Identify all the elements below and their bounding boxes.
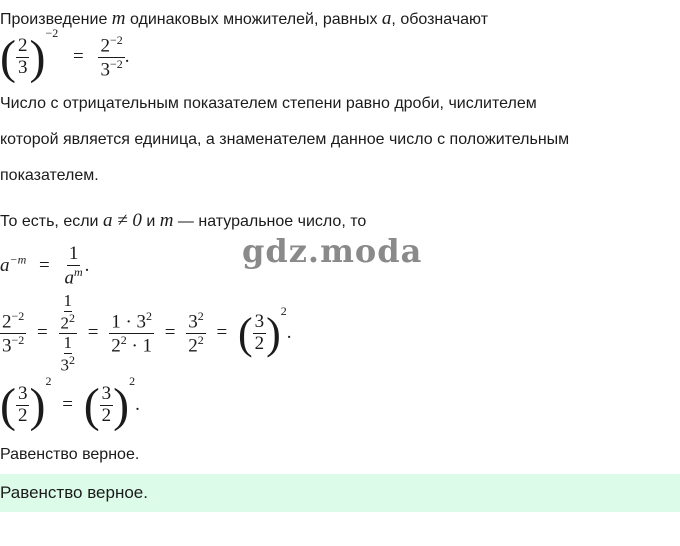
eq2-den: a [64,267,74,289]
equation-1: ( $\frac{2}{3}$ )$^{-2}$ = $\frac{2^{-2}}{3^{-2}}$ . [0,25,130,84]
eq1-lhs-num: 2 [17,35,28,57]
answer-box [0,474,680,512]
conclusion-text: Равенство верное. [0,446,140,463]
eq3-d-num-exp: 2 [197,308,204,323]
eq1-rhs-den: 3 [100,59,110,81]
intro-line [0,8,488,30]
var-a: a [381,8,392,29]
eq3-d-den-exp: 2 [197,333,204,348]
eq3-e-den: 2 [254,333,265,355]
eq3-b-bot-den: 3 [60,355,69,375]
eq1-rhs-num-exp: −2 [109,32,123,47]
eq3-d-fraction [186,310,206,357]
eq1-rhs-fraction [98,34,124,81]
eq4-left-num: 3 [17,383,28,405]
eq3-d-num: 3 [188,311,198,333]
eq2-lhs-exp: −m [9,252,27,267]
eq3-a-fraction [0,310,26,357]
eq3-e-fraction [253,312,267,355]
eq3-a-num-exp: −2 [11,308,25,323]
intro-suffix: , обозначают [391,11,489,28]
eq3-c-den-exp: 2 [120,333,127,348]
eq3-c-num-exp: 2 [146,308,153,323]
eq3-b-bot: 1 [63,333,72,353]
equation-2: $a^{-m}$ = $\frac{1}{a^m}$ . [0,243,90,289]
eq1-rhs-num: 2 [100,35,110,57]
var-m: m [111,8,126,29]
eq4-right-fraction [100,384,114,427]
eq4-left-den: 2 [17,405,28,426]
intro-middle: одинаковых множителей, равных [129,11,378,28]
condition-suffix: — натуральное число, то [177,213,367,230]
equation-3: $\frac{2^{-2}}{3^{-2}}$ = 1 $2^2$ 1 $3^2$ = $\frac{1 \cdot 3^2}{2^2 \cdot 1}$ = $\frac{3^2}{2^2}$ = ( $\frac{3}{2}$ )$^2$. [2,291,292,375]
condition-line [0,210,366,232]
eq4-left-fraction [16,384,30,427]
watermark-logo: gdz.moda [242,232,423,270]
paragraph-line-1: Число с отрицательным показателем степени равно дроби, числителем [0,95,537,112]
eq2-den-exp: m [73,264,83,279]
condition-prefix: То есть, если [0,213,99,230]
answer-text: Равенство верное. [0,483,148,502]
eq4-right-exp: 2 [129,373,136,388]
eq3-d-den: 2 [188,335,198,357]
eq1-lhs-exp: −2 [45,25,59,40]
eq3-a-num: 2 [2,311,12,333]
eq3-e-exp: 2 [280,303,287,318]
eq3-a-den: 3 [2,335,12,357]
condition-var-m: m [159,210,174,231]
eq3-c-num: 1 · 3 [111,311,147,333]
eq3-b-bot-den-exp: 2 [69,352,75,367]
condition-mid: и [146,213,156,230]
paragraph-line-3: показателем. [0,167,99,184]
eq4-left-exp: 2 [45,373,52,388]
condition-expr: a ≠ 0 [102,210,142,231]
paragraph-line-2: которой является единица, а знаменателем данное число с положительным [0,131,570,148]
eq3-c-fraction [109,310,154,357]
eq1-lhs-den: 3 [17,57,28,78]
eq3-b-top-den: 2 [60,313,69,333]
eq3-c-den: 2 [111,335,121,357]
eq4-right-den: 2 [101,405,112,426]
equation-4: ( $\frac{3}{2}$ )$^2$ = ( $\frac{3}{2}$ )$^2$. [0,373,140,432]
eq2-fraction [62,244,84,289]
eq3-c-den-tail: · 1 [126,335,153,357]
eq3-b-top: 1 [63,291,72,310]
eq3-e-num: 3 [254,311,265,333]
eq4-right-num: 3 [101,383,112,405]
eq3-b-top-den-exp: 2 [69,310,75,325]
eq3-b-compound-fraction [59,292,78,375]
intro-prefix: Произведение [0,11,108,28]
eq3-a-den-exp: −2 [11,333,25,348]
eq1-rhs-den-exp: −2 [109,57,123,71]
eq1-lhs-fraction [16,36,30,79]
eq2-num: 1 [68,243,79,264]
eq2-lhs: a [0,254,10,276]
